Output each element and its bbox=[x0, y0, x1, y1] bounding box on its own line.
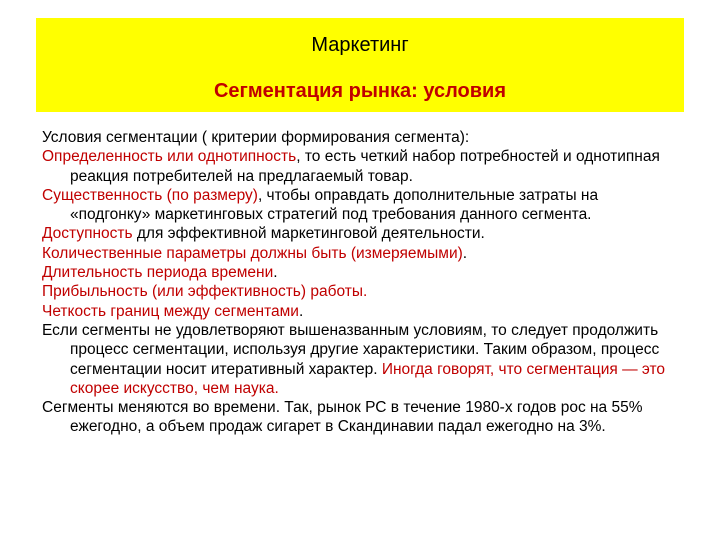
criterion-duration-term: Длительность периода времени bbox=[42, 264, 274, 282]
criterion-measurability-term: Количественные параметры должны быть (измеряемыми) bbox=[42, 244, 463, 262]
iteration-text: Если сегменты не удовлетворяют вышеназванным условиям, то следует продолжить процесс сегментации, используя другие характеристики. Таким образом, процесс сегментации носит итеративный характер. bbox=[42, 321, 660, 378]
segments-change-text: Сегменты меняются во времени. Так, рынок РС в течение 1980-х годов рос на 55% ежегодно, а объем продаж сигарет в Скандинавии падал ежегодно на 3%. bbox=[42, 399, 643, 436]
slide-body bbox=[42, 128, 682, 437]
intro-text: Условия сегментации ( критерии формирования сегмента): bbox=[42, 129, 470, 146]
criterion-measurability bbox=[42, 244, 682, 263]
art-science-quote: Иногда говорят, что сегментация — это скорее искусство, чем наука. bbox=[70, 360, 666, 397]
intro-paragraph bbox=[42, 128, 682, 147]
criterion-boundaries-term: Четкость границ между сегментами bbox=[42, 302, 299, 320]
criterion-substantiality bbox=[42, 186, 682, 225]
criterion-substantiality-term: Существенность (по размеру) bbox=[42, 186, 258, 204]
criterion-duration-text: . bbox=[273, 264, 278, 282]
criterion-definiteness bbox=[42, 147, 682, 186]
criterion-duration bbox=[42, 263, 682, 282]
criterion-definiteness-text: , то есть четкий набор потребностей и однотипная реакция потребителей на предлагаемый товар. bbox=[70, 148, 660, 185]
criterion-accessibility bbox=[42, 224, 682, 243]
slide-subtitle: Сегментация рынка: условия bbox=[213, 80, 507, 102]
slide-title: Маркетинг bbox=[311, 34, 409, 56]
title-banner bbox=[36, 18, 684, 112]
criterion-accessibility-text: для эффективной маркетинговой деятельности. bbox=[132, 225, 485, 243]
iteration-paragraph bbox=[42, 321, 682, 398]
criterion-boundaries-text: . bbox=[298, 302, 304, 320]
criterion-profitability-term: Прибыльность (или эффективность) работы. bbox=[42, 283, 368, 301]
segments-change-paragraph bbox=[42, 398, 682, 437]
criterion-boundaries bbox=[42, 302, 682, 321]
criterion-definiteness-term: Определенность или однотипность bbox=[42, 148, 297, 166]
criterion-accessibility-term: Доступность bbox=[42, 225, 133, 243]
criterion-measurability-text: . bbox=[462, 244, 468, 262]
criterion-substantiality-text: , чтобы оправдать дополнительные затраты на «подгонку» маркетинговых стратегий под требования данного сегмента. bbox=[70, 186, 599, 224]
criterion-profitability bbox=[42, 282, 682, 301]
